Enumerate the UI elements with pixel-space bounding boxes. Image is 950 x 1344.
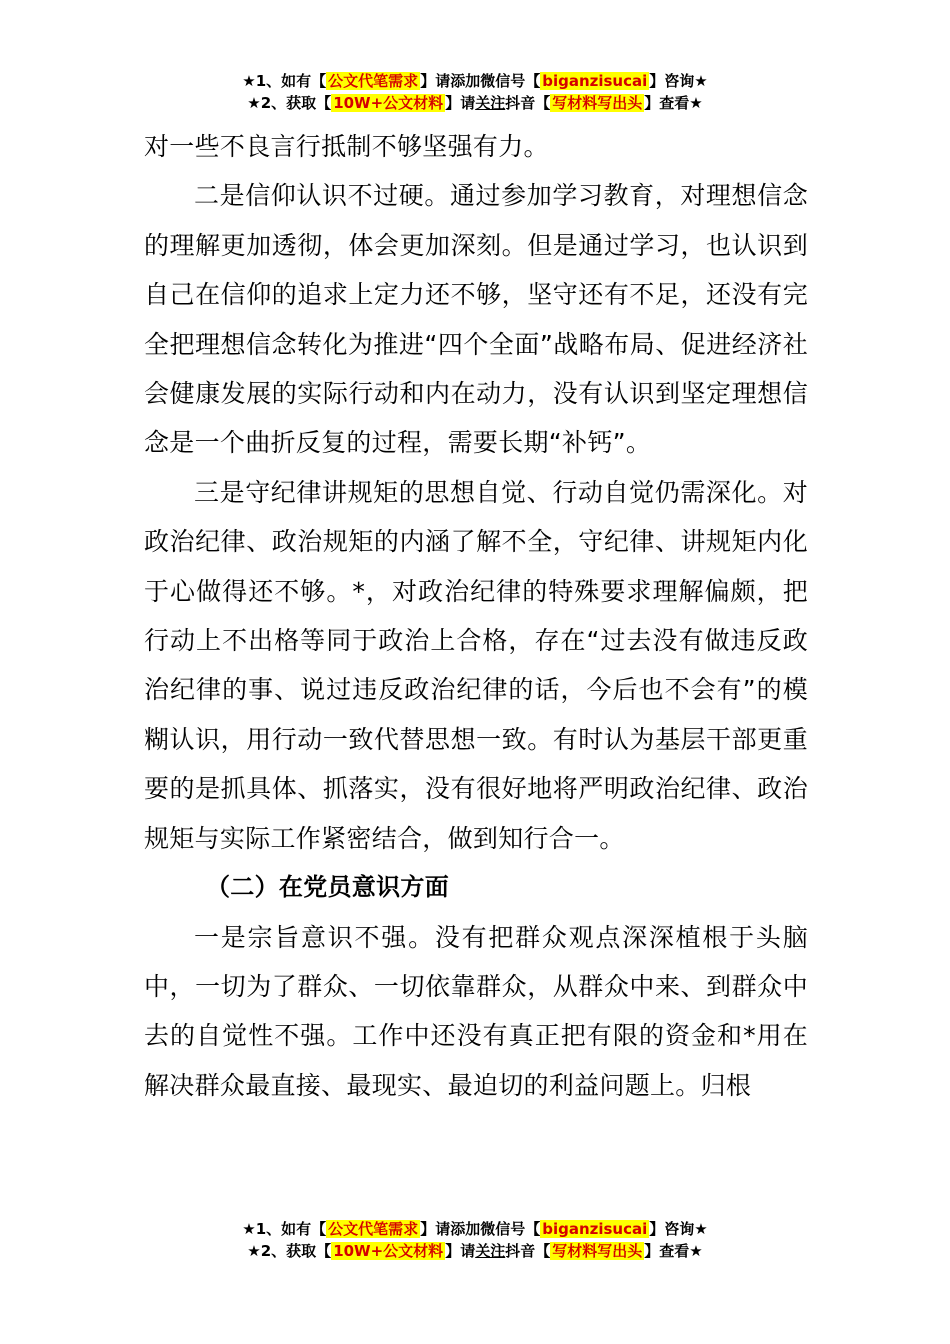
- banner-line-1: ★1、如有【 公文代笔需求 】请添加微信号【 biganzisucai 】咨询★: [242, 72, 708, 90]
- continuation-text: 对一些不良言行抵制不够坚强有力。: [144, 132, 549, 161]
- highlight-wechat-id: biganzisucai: [542, 72, 648, 90]
- footer-banner: [0, 1218, 950, 1262]
- highlight-materials: 10W+公文材料: [333, 94, 444, 112]
- highlight-service: 公文代笔需求: [328, 72, 419, 90]
- paragraph-discipline: 三是守纪律讲规矩的思想自觉、行动自觉仍需深化。对政治纪律、政治规矩的内涵了解不全，守纪律、讲规矩内化于心做得还不够。*，对政治纪律的特殊要求理解偏颇，把行动上不出格等同于政治上合格，存在“过去没有做违反政治纪律的事、说过违反政治纪律的话，今后也不会有”的模糊认识，用行动一致代替思想一致。有时认为基层干部更重要的是抓具体、抓落实，没有很好地将严明政治纪律、政治规矩与实际工作紧密结合，做到知行合一。: [144, 477, 808, 853]
- banner-line-2: ★2、获取【 10W+公文材料 】请关注抖音【 写材料写出头 】查看★: [247, 94, 703, 112]
- footer-highlight-materials: 10W+公文材料: [333, 1242, 444, 1260]
- document-body: [144, 122, 808, 1110]
- paragraph-belief: 二是信仰认识不过硬。通过参加学习教育，对理想信念的理解更加透彻，体会更加深刻。但是通过学习，也认识到自己在信仰的追求上定力还不够，坚守还有不足，还没有完全把理想信念转化为推进“四个全面”战略布局、促进经济社会健康发展的实际行动和内在动力，没有认识到坚定理想信念是一个曲折反复的过程，需要长期“补钙”。: [144, 181, 808, 458]
- footer-highlight-wechat-id: biganzisucai: [542, 1220, 648, 1238]
- header-banner: [0, 70, 950, 114]
- underlined-follow: 关注: [475, 94, 506, 112]
- footer-highlight-service: 公文代笔需求: [328, 1220, 419, 1238]
- footer-underlined-follow: 关注: [475, 1242, 506, 1260]
- footer-line-1: ★1、如有【 公文代笔需求 】请添加微信号【 biganzisucai 】咨询★: [242, 1220, 708, 1238]
- paragraph-purpose: 一是宗旨意识不强。没有把群众观点深深植根于头脑中，一切为了群众、一切依靠群众，从群众中来、到群众中去的自觉性不强。工作中还没有真正把有限的资金和*用在解决群众最直接、最现实、最迫切的利益问题上。归根: [144, 922, 808, 1100]
- highlight-douyin-account: 写材料写出头: [552, 94, 643, 112]
- footer-highlight-douyin-account: 写材料写出头: [552, 1242, 643, 1260]
- section-heading: （二）在党员意识方面: [206, 873, 449, 902]
- footer-line-2: ★2、获取【 10W+公文材料 】请关注抖音【 写材料写出头 】查看★: [247, 1242, 703, 1260]
